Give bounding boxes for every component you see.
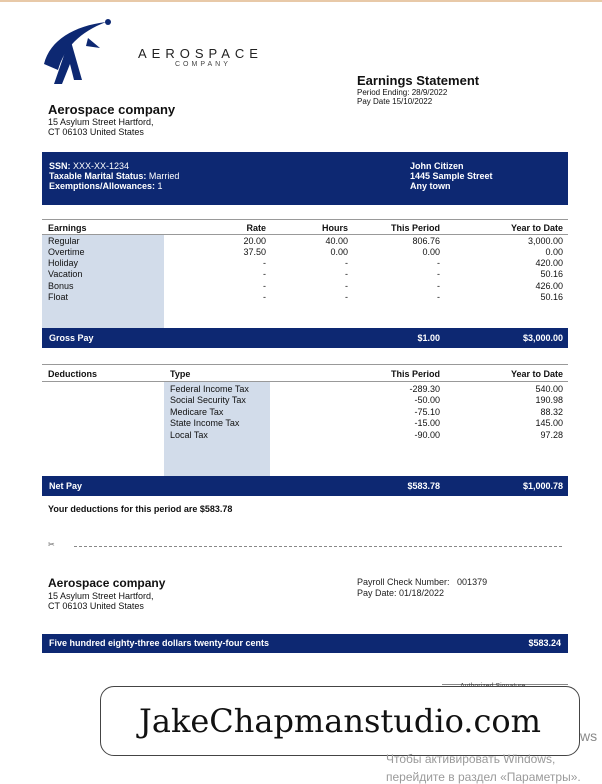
net-pay-label: Net Pay — [49, 481, 83, 491]
company-address-line1: 15 Asylum Street Hartford, — [48, 117, 154, 127]
net-pay-band — [42, 476, 568, 496]
deduction-type: Social Security Tax — [170, 395, 246, 405]
deduction-type: Medicare Tax — [170, 407, 224, 417]
company-address-line2: CT 06103 United States — [48, 127, 144, 137]
logo-wordmark: AEROSPACE — [138, 46, 263, 61]
cut-line — [48, 540, 562, 552]
earning-hours: 0.00 — [330, 247, 348, 257]
top-border — [0, 0, 602, 2]
employee-city: Any town — [410, 181, 451, 191]
deductions-summary: Your deductions for this period are $583.78 — [48, 504, 233, 514]
deductions-header-rule — [42, 381, 568, 382]
marital-status-label: Taxable Marital Status: — [49, 171, 147, 181]
gross-pay-band — [42, 328, 568, 348]
net-pay-period: $583.78 — [407, 481, 440, 491]
check-info — [357, 577, 487, 599]
earnings-header: Earnings — [48, 223, 87, 233]
earning-rate: - — [263, 292, 266, 302]
aerospace-logo-icon — [40, 18, 130, 88]
logo-subtitle: COMPANY — [175, 61, 231, 68]
gross-pay-period: $1.00 — [417, 333, 440, 343]
deduction-period: -50.00 — [414, 395, 440, 405]
deduction-type: Federal Income Tax — [170, 384, 249, 394]
windows-activation-fragment: ws — [580, 728, 598, 744]
company-name: Aerospace company — [48, 102, 176, 117]
deductions-top-rule — [42, 364, 568, 365]
earning-label: Bonus — [48, 281, 74, 291]
earning-ytd: 426.00 — [535, 281, 563, 291]
this-period-header: This Period — [390, 223, 440, 233]
earning-rate: - — [263, 269, 266, 279]
earning-period: - — [437, 292, 440, 302]
deduction-ytd: 88.32 — [540, 407, 563, 417]
net-pay-ytd: $1,000.78 — [522, 481, 563, 491]
check-pay-date: Pay Date: 01/18/2022 — [357, 588, 445, 598]
earning-hours: - — [345, 281, 348, 291]
check-company-name: Aerospace company — [48, 576, 166, 590]
deduction-period: -90.00 — [414, 430, 440, 440]
earning-hours: - — [345, 269, 348, 279]
employee-address — [410, 161, 493, 191]
earning-ytd: 50.16 — [540, 269, 563, 279]
deduction-ytd: 540.00 — [535, 384, 563, 394]
deduction-type: State Income Tax — [170, 418, 240, 428]
check-address-line2: CT 06103 United States — [48, 601, 144, 611]
check-number-label: Payroll Check Number: — [357, 577, 450, 587]
employee-name: John Citizen — [410, 161, 464, 171]
deduction-period: -289.30 — [409, 384, 440, 394]
gross-pay-label: Gross Pay — [49, 333, 94, 343]
deduction-ytd: 97.28 — [540, 430, 563, 440]
statement-header — [357, 74, 479, 106]
marital-status-value: Married — [148, 171, 180, 181]
company-header — [48, 102, 175, 137]
windows-activation-line1: Чтобы активировать Windows, — [386, 752, 556, 766]
watermark-banner: JakeChapmanstudio.com — [100, 686, 580, 756]
earning-period: 0.00 — [422, 247, 440, 257]
dashed-divider — [74, 546, 562, 547]
windows-activation-line2: перейдите в раздел «Параметры». — [386, 770, 581, 784]
company-logo — [40, 18, 263, 88]
hours-header: Hours — [321, 223, 348, 233]
period-ending: Period Ending: 28/9/2022 — [357, 88, 448, 97]
deduction-ytd: 145.00 — [535, 418, 563, 428]
deduction-period: -15.00 — [414, 418, 440, 428]
deductions-ytd-header: Year to Date — [510, 369, 563, 379]
earning-label: Float — [48, 292, 69, 302]
deductions-period-header: This Period — [390, 369, 440, 379]
ssn-value: XXX-XX-1234 — [73, 161, 130, 171]
earning-label: Holiday — [48, 258, 79, 268]
rate-header: Rate — [246, 223, 266, 233]
earning-rate: 37.50 — [243, 247, 266, 257]
type-header: Type — [170, 369, 191, 379]
earning-label: Regular — [48, 236, 80, 246]
earning-rate: - — [263, 258, 266, 268]
check-company-block — [48, 576, 165, 611]
earning-ytd: 50.16 — [540, 292, 563, 302]
earning-ytd: 420.00 — [535, 258, 563, 268]
pay-date: Pay Date 15/10/2022 — [357, 97, 433, 106]
scissors-icon: ✂ — [48, 540, 55, 549]
earning-hours: 40.00 — [325, 236, 348, 246]
deduction-period: -75.10 — [414, 407, 440, 417]
earning-rate: 20.00 — [243, 236, 266, 246]
check-amount: $583.24 — [528, 638, 561, 648]
amount-band — [42, 634, 568, 653]
deduction-ytd: 190.98 — [535, 395, 563, 405]
check-address-line1: 15 Asylum Street Hartford, — [48, 591, 154, 601]
earning-ytd: 0.00 — [545, 247, 563, 257]
earning-hours: - — [345, 258, 348, 268]
earning-period: 806.76 — [412, 236, 440, 246]
earning-label: Overtime — [48, 247, 85, 257]
employee-street: 1445 Sample Street — [410, 171, 493, 181]
gross-pay-ytd: $3,000.00 — [522, 333, 563, 343]
earning-label: Vacation — [48, 269, 83, 279]
check-number: 001379 — [457, 577, 488, 587]
statement-title: Earnings Statement — [357, 73, 480, 88]
exemptions-label: Exemptions/Allowances: — [49, 181, 156, 191]
earning-rate: - — [263, 281, 266, 291]
employee-info-band — [42, 152, 568, 205]
earning-hours: - — [345, 292, 348, 302]
ssn-label: SSN: — [49, 161, 71, 171]
earning-period: - — [437, 281, 440, 291]
exemptions-value: 1 — [157, 181, 163, 191]
year-to-date-header: Year to Date — [510, 223, 563, 233]
deduction-type: Local Tax — [170, 430, 208, 440]
earnings-top-rule — [42, 219, 568, 220]
earning-period: - — [437, 269, 440, 279]
earning-period: - — [437, 258, 440, 268]
employee-tax-info — [49, 161, 179, 191]
deductions-header: Deductions — [48, 369, 98, 379]
earning-ytd: 3,000.00 — [527, 236, 563, 246]
amount-in-words: Five hundred eighty-three dollars twenty-four cents — [49, 638, 270, 648]
